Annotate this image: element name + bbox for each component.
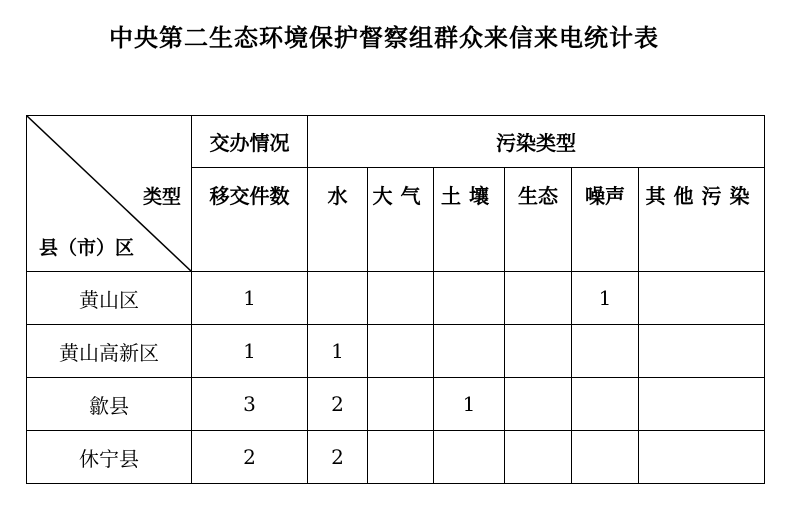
air-count bbox=[368, 431, 434, 484]
air-count bbox=[368, 378, 434, 431]
col-header-water: 水 bbox=[308, 168, 368, 272]
ecology-count bbox=[505, 378, 572, 431]
pollution-type-header: 污染类型 bbox=[308, 116, 765, 168]
noise-count: 1 bbox=[572, 272, 639, 325]
table-row bbox=[27, 325, 765, 378]
ecology-count bbox=[505, 325, 572, 378]
type-label: 类型 bbox=[142, 186, 181, 208]
col-header-other: 其他污染 bbox=[639, 168, 765, 272]
noise-count bbox=[572, 325, 639, 378]
handling-header: 交办情况 bbox=[192, 116, 308, 168]
county-label: 县（市）区 bbox=[39, 237, 135, 259]
soil-count bbox=[434, 325, 505, 378]
noise-count bbox=[572, 378, 639, 431]
water-count bbox=[308, 272, 368, 325]
table-row bbox=[27, 431, 765, 484]
table-row bbox=[27, 272, 765, 325]
ecology-count bbox=[505, 431, 572, 484]
soil-count: 1 bbox=[434, 378, 505, 431]
other-count bbox=[639, 378, 765, 431]
ecology-count bbox=[505, 272, 572, 325]
col-header-air: 大气 bbox=[368, 168, 434, 272]
county-name: 黄山区 bbox=[27, 272, 192, 325]
transfer-count: 3 bbox=[192, 378, 308, 431]
noise-count bbox=[572, 431, 639, 484]
col-header-ecology: 生态 bbox=[505, 168, 572, 272]
statistics-table bbox=[26, 115, 765, 484]
table-row bbox=[27, 378, 765, 431]
air-count bbox=[368, 325, 434, 378]
county-name: 歙县 bbox=[27, 378, 192, 431]
water-count: 2 bbox=[308, 378, 368, 431]
col-header-soil: 土壤 bbox=[434, 168, 505, 272]
air-count bbox=[368, 272, 434, 325]
page-title: 中央第二生态环境保护督察组群众来信来电统计表 bbox=[109, 24, 659, 52]
water-count: 1 bbox=[308, 325, 368, 378]
transfer-count: 1 bbox=[192, 272, 308, 325]
transfer-count: 2 bbox=[192, 431, 308, 484]
soil-count bbox=[434, 431, 505, 484]
county-name: 黄山高新区 bbox=[27, 325, 192, 378]
other-count bbox=[639, 272, 765, 325]
transfer-count-header: 移交件数 bbox=[192, 168, 308, 272]
col-header-noise: 噪声 bbox=[572, 168, 639, 272]
other-count bbox=[639, 431, 765, 484]
diagonal-header-cell bbox=[27, 116, 192, 272]
other-count bbox=[639, 325, 765, 378]
transfer-count: 1 bbox=[192, 325, 308, 378]
soil-count bbox=[434, 272, 505, 325]
water-count: 2 bbox=[308, 431, 368, 484]
county-name: 休宁县 bbox=[27, 431, 192, 484]
